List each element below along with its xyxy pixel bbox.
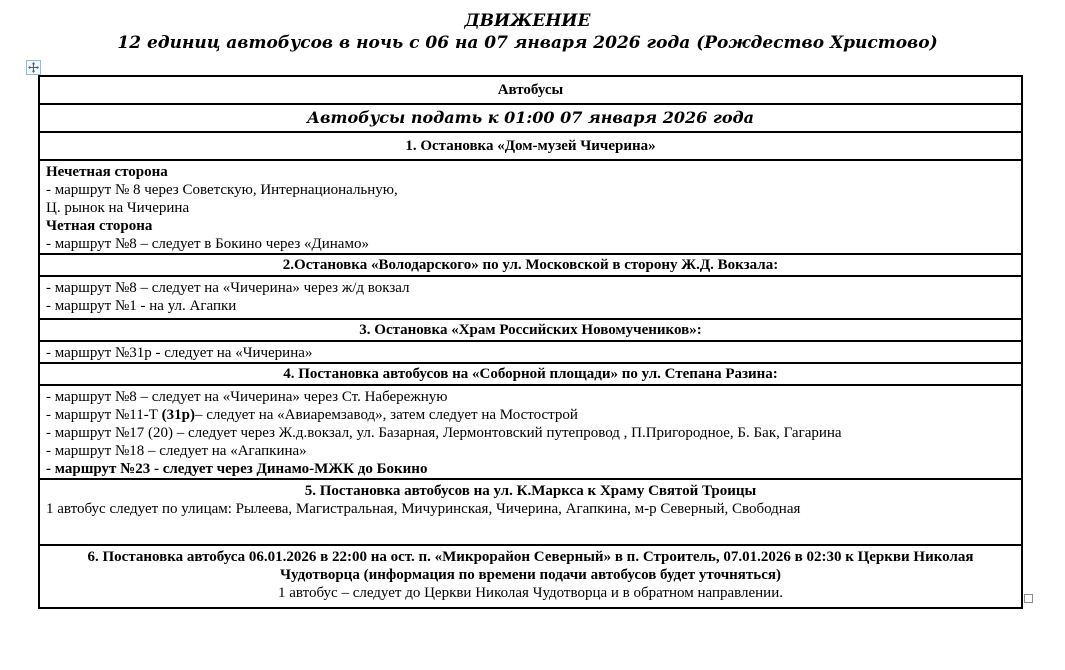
text-line [40,321,1021,339]
table-resize-handle[interactable] [1024,594,1033,603]
text-line [40,137,1021,155]
text-segment: - маршрут №31р - следует на «Чичерина» [46,345,313,361]
text-segment: 2.Остановка «Володарского» по ул. Московской в сторону Ж.Д. Вокзала: [282,257,779,273]
text-line [40,482,1021,500]
text-segment: 6. Постановка автобуса 06.01.2026 в 22:00 на ост. п. «Микрорайон Северный» в п. Строитель, 07.01.2026 в 02:30 к Церкви Николая Чудотворца (информация по времени подачи автобусов будет уточняться) [87,549,974,583]
text-line [40,460,1021,478]
text-line [40,279,1021,297]
text-line [40,163,1021,181]
text-segment: 1. Остановка «Дом-музей Чичерина» [405,138,656,154]
row-subheader-time[interactable] [40,105,1021,133]
document-table [38,75,1023,609]
row-stop-4-heading[interactable] [40,364,1021,386]
row-stop-3-content[interactable] [40,342,1021,364]
text-line [40,235,1021,253]
text-line [40,442,1021,460]
text-segment: 1 автобус – следует до Церкви Николая Чудотворца и в обратном направлении. [278,585,783,601]
row-stop-4-content[interactable] [40,386,1021,480]
text-line [40,256,1021,274]
text-segment: 4. Постановка автобусов на «Соборной площади» по ул. Степана Разина: [283,366,778,382]
text-line [40,181,1021,199]
text-segment: - маршрут №18 – следует на «Агапкина» [46,443,307,459]
text-segment: - маршрут № 8 через Советскую, Интернациональную, [46,182,398,198]
text-segment: 3. Остановка «Храм Российских Новомучеников»: [359,322,702,338]
text-segment: Ц. рынок на Чичерина [46,200,190,216]
row-stop-1-heading[interactable] [40,133,1021,161]
table-move-handle[interactable] [26,60,41,75]
row-header-buses[interactable] [40,77,1021,105]
text-segment: 5. Постановка автобусов на ул. К.Маркса к Храму Святой Троицы [304,483,757,499]
text-segment: - маршрут №17 (20) – следует через Ж.д.вокзал, ул. Базарная, Лермонтовский путепровод , П.Пригородное, Б. Бак, Гагарина [46,425,842,441]
text-segment: - маршрут №11-Т [46,407,162,423]
text-segment: Нечетная сторона [46,164,168,180]
four-way-arrow-icon [28,62,39,73]
text-line [40,199,1021,217]
text-line [40,109,1021,127]
text-segment: (31р) [161,407,195,423]
text-line [40,584,1021,602]
row-stop-2-heading[interactable] [40,255,1021,277]
text-line [40,388,1021,406]
row-stop-5[interactable] [40,480,1021,546]
text-line [40,81,1021,99]
text-line [40,548,1021,584]
row-stop-1-content[interactable] [40,161,1021,255]
text-line [40,217,1021,235]
row-stop-6[interactable] [40,546,1021,607]
text-segment: - маршрут №8 – следует на «Чичерина» через ж/д вокзал [46,280,410,296]
text-line [40,344,1021,362]
text-segment: 1 автобус следует по улицам: Рылеева, Магистральная, Мичуринская, Чичерина, Агапкина, м-р Северный, Свободная [46,501,801,517]
text-segment: - маршрут №8 – следует на «Чичерина» через Ст. Набережную [46,389,448,405]
row-stop-3-heading[interactable] [40,320,1021,342]
text-line [40,365,1021,383]
text-segment: Автобусы подать к 01:00 07 января 2026 года [307,108,754,127]
page-subtitle: 12 единиц автобусов в ночь с 06 на 07 января 2026 года (Рождество Христово) [117,33,938,53]
text-line [40,424,1021,442]
page-title: ДВИЖЕНИЕ [464,11,591,31]
text-line [40,500,1021,518]
text-line [40,297,1021,315]
text-segment: - маршрут №23 - следует через Динамо-МЖК до Бокино [46,461,428,477]
text-line [40,406,1021,424]
text-segment: – следует на «Авиаремзавод», затем следует на Мостострой [194,407,578,423]
text-segment: Автобусы [497,82,564,98]
text-segment: - маршрут №8 – следует в Бокино через «Динамо» [46,236,369,252]
text-segment: Четная сторона [46,218,153,234]
title-block [0,10,1055,54]
row-stop-2-content[interactable] [40,277,1021,320]
text-segment: - маршрут №1 - на ул. Агапки [46,298,237,314]
